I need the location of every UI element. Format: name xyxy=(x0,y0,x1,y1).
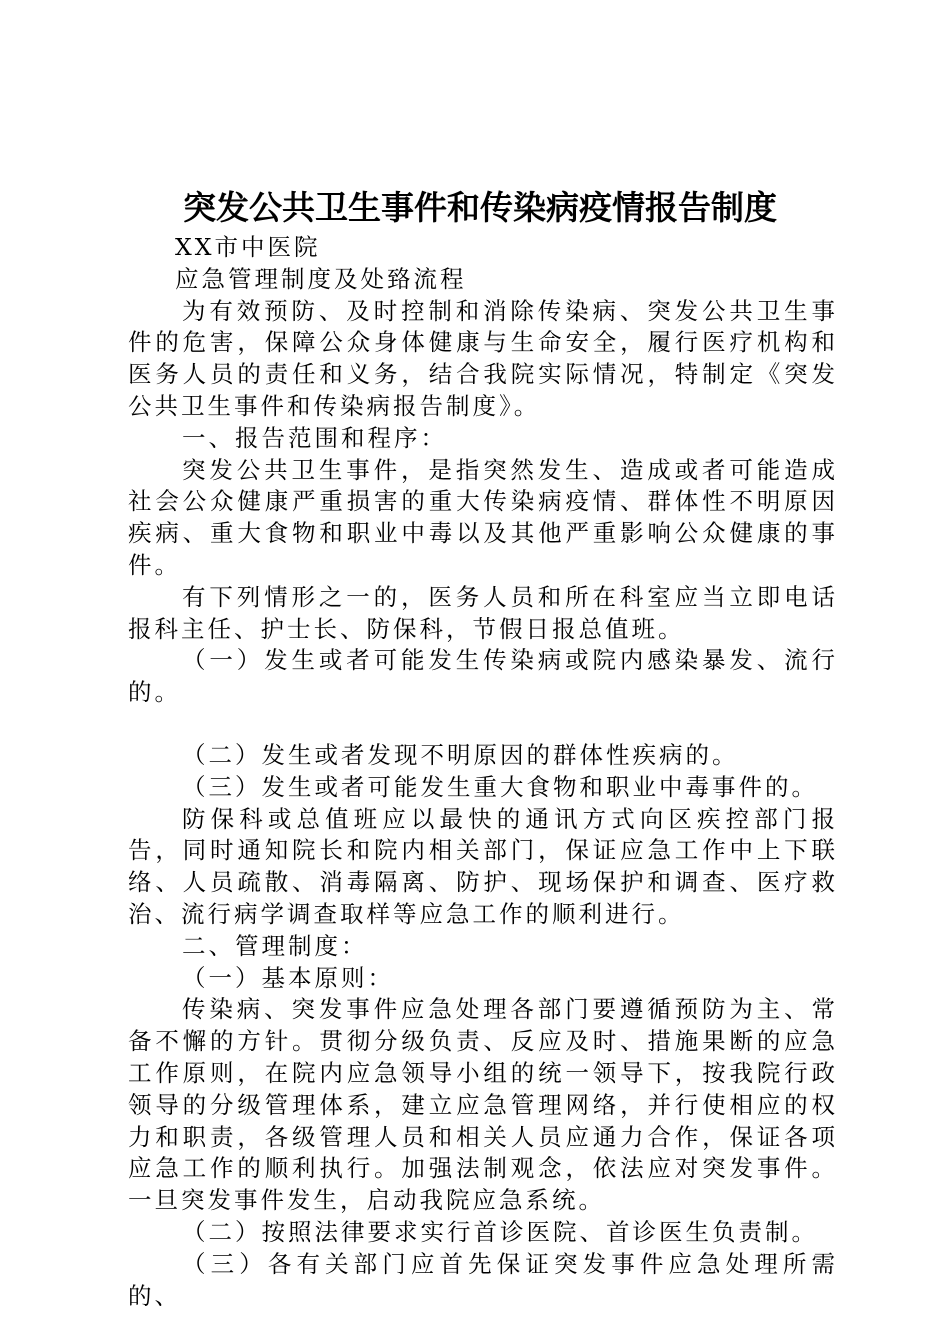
paragraph-intro: 为有效预防、及时控制和消除传染病、突发公共卫生事件的危害，保障公众身体健康与生命安全，履行医疗机构和医务人员的责任和义务，结合我院实际情况，特制定《突发公共卫生事件和传染病报告制度》。 xyxy=(128,296,838,420)
paragraph-principles: 传染病、突发事件应急处理各部门要遵循预防为主、常备不懈的方针。贯彻分级负责、反应及时、措施果断的应急工作原则，在院内应急领导小组的统一领导下，按我院行政领导的分级管理体系，建立应急管理网络，并行使相应的权力和职责，各级管理人员和相关人员应通力合作，保证各项应急工作的顺利执行。加强法制观念，依法应对突发事件。一旦突发事件发生，启动我院应急系统。 xyxy=(128,995,838,1215)
section-heading-1: 一、报告范围和程序： xyxy=(182,423,447,452)
list-item-1: （一）发生或者可能发生传染病或院内感染暴发、流行的。 xyxy=(128,646,838,707)
paragraph-notification: 防保科或总值班应以最快的通讯方式向区疾控部门报告，同时通知院长和院内相关部门，保证应急工作中上下联络、人员疏散、消毒隔离、防护、现场保护和调查、医疗救治、流行病学调查取样等应急工作的顺利进行。 xyxy=(128,804,838,928)
paragraph-reporting: 有下列情形之一的，医务人员和所在科室应当立即电话报科主任、护士长、防保科，节假日报总值班。 xyxy=(128,582,838,643)
list-item-departments: （三）各有关部门应首先保证突发事件应急处理所需的、 xyxy=(128,1249,838,1310)
section-heading-2: 二、管理制度： xyxy=(182,931,368,960)
paragraph-hospital-name: XX市中医院 xyxy=(175,233,321,261)
list-item-3: （三）发生或者可能发生重大食物和职业中毒事件的。 xyxy=(182,772,818,801)
paragraph-subtitle: 应急管理制度及处臵流程 xyxy=(175,264,467,293)
document-title: 突发公共卫生事件和传染病疫情报告制度 xyxy=(183,188,777,227)
subheading-principles: （一）基本原则： xyxy=(182,963,394,992)
list-item-2: （二）发生或者发现不明原因的群体性疾病的。 xyxy=(182,740,739,769)
paragraph-definition: 突发公共卫生事件，是指突然发生、造成或者可能造成社会公众健康严重损害的重大传染病疫情、群体性不明原因疾病、重大食物和职业中毒以及其他严重影响公众健康的事件。 xyxy=(128,455,838,579)
document-body xyxy=(128,232,838,1312)
blank-line xyxy=(128,709,838,740)
list-item-first-visit: （二）按照法律要求实行首诊医院、首诊医生负责制。 xyxy=(182,1217,818,1246)
